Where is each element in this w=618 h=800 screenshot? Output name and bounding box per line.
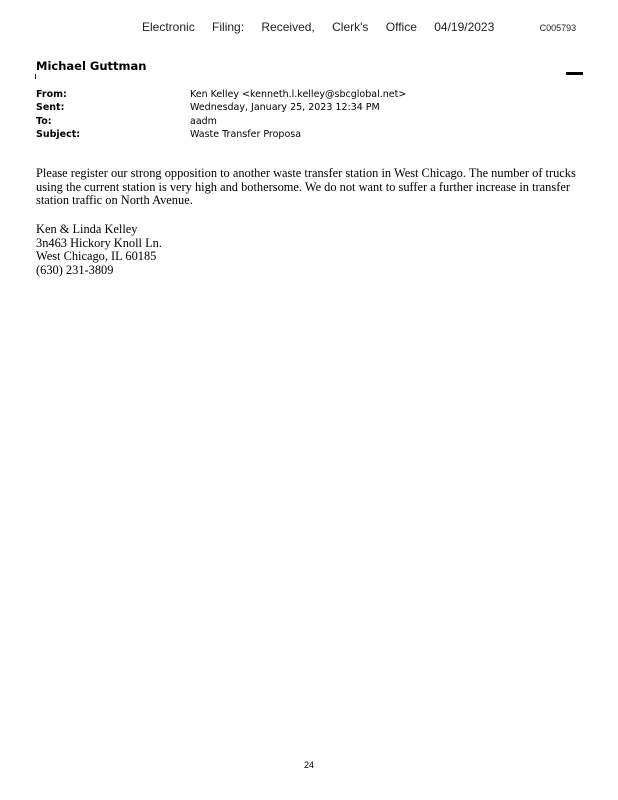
meta-row-subject: [36, 128, 406, 141]
meta-row-to: [36, 115, 406, 128]
sent-value: Wednesday, January 25, 2023 12:34 PM: [190, 102, 380, 114]
subject-label: Subject:: [36, 129, 81, 141]
filing-stamp-doc-id: C005793: [539, 23, 577, 33]
page-number: 24: [304, 760, 315, 770]
margin-tick: [35, 74, 36, 79]
filing-stamp-date: 04/19/2023: [434, 20, 495, 34]
signature-block: [36, 223, 162, 277]
meta-row-sent: [36, 101, 406, 114]
to-value: aadm: [190, 115, 217, 127]
sent-label: Sent:: [36, 102, 65, 114]
email-meta: [36, 88, 406, 142]
filing-stamp-electronic: Electronic: [142, 20, 195, 34]
subject-value: Waste Transfer Proposa: [190, 129, 302, 141]
filing-stamp: [142, 20, 576, 34]
signature-city: West Chicago, IL 60185: [36, 249, 157, 264]
to-label: To:: [36, 115, 52, 127]
signature-street: 3n463 Hickory Knoll Ln.: [36, 235, 162, 250]
body-paragraph: Please register our strong opposition to another waste transfer station in West Chicago. The number of trucks using the current station is very high and bothersome. We do not want to suffer a further increase in transfer station traffic on North Avenue.: [36, 166, 576, 208]
signature-phone: (630) 231-3809: [36, 262, 114, 277]
email-body: [36, 167, 576, 208]
from-label: From:: [36, 89, 67, 100]
from-value: Ken Kelley <kenneth.l.kelley@sbcglobal.net>: [190, 89, 407, 100]
header-rule-mark: [566, 72, 583, 75]
signature-names: Ken & Linda Kelley: [36, 222, 138, 236]
filing-stamp-office: Office: [385, 20, 417, 34]
filing-stamp-filing: Filing:: [212, 20, 245, 34]
meta-row-from: [36, 88, 406, 101]
sender-name: Michael Guttman: [36, 59, 147, 73]
filing-stamp-clerks: Clerk's: [332, 20, 369, 34]
filing-stamp-received: Received,: [261, 20, 315, 34]
